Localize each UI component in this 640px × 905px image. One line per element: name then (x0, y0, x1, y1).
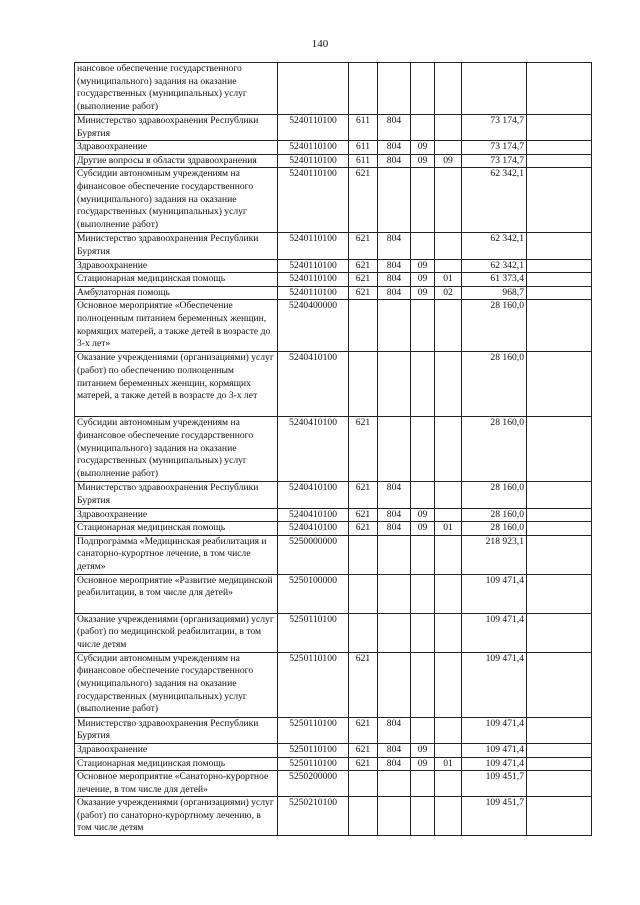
subsection-cell (435, 63, 462, 115)
ministry-code-cell (378, 574, 411, 613)
target-article-cell: 5240400000 (278, 300, 349, 352)
section-cell (411, 717, 435, 743)
row-name-cell: Основное мероприятие «Развитие медицинской реабилитации, в том числе для детей» (75, 574, 278, 613)
expense-type-cell: 621 (349, 717, 378, 743)
amount-cell: 109 471,4 (462, 717, 527, 743)
expense-type-cell (349, 771, 378, 797)
ministry-code-cell: 804 (378, 522, 411, 536)
ministry-code-cell: 804 (378, 273, 411, 287)
subsection-cell (435, 652, 462, 717)
subsection-cell (435, 259, 462, 273)
ministry-code-cell: 804 (378, 743, 411, 757)
expense-type-cell: 621 (349, 273, 378, 287)
subsection-cell (435, 115, 462, 141)
target-article-cell: 5250200000 (278, 771, 349, 797)
target-article-cell: 5240410100 (278, 508, 349, 522)
target-article-cell: 5240110100 (278, 233, 349, 259)
row-name-cell: Оказание учреждениями (организациями) услуг (работ) по медицинской реабилитации, в том числе детям (75, 613, 278, 652)
extra-cell (527, 286, 592, 300)
section-cell: 09 (411, 743, 435, 757)
table-row (75, 757, 592, 771)
ministry-code-cell: 804 (378, 259, 411, 273)
extra-cell (527, 508, 592, 522)
section-cell: 09 (411, 508, 435, 522)
expense-type-cell: 621 (349, 508, 378, 522)
expense-type-cell: 621 (349, 417, 378, 482)
row-name-cell: Субсидии автономным учреждениям на финансовое обеспечение государственного (муниципального) задания на оказание государственных (муниципальных) услуг (выполнение работ) (75, 168, 278, 233)
amount-cell (462, 63, 527, 115)
table-row (75, 115, 592, 141)
table-row (75, 286, 592, 300)
target-article-cell: 5240410100 (278, 522, 349, 536)
table-body (75, 63, 592, 836)
expense-type-cell: 611 (349, 154, 378, 168)
row-name-cell: Подпрограмма «Медицинская реабилитация и санаторно-курортное лечение, в том числе детям» (75, 535, 278, 574)
target-article-cell: 5240110100 (278, 286, 349, 300)
section-cell (411, 652, 435, 717)
expense-type-cell (349, 797, 378, 836)
section-cell: 09 (411, 259, 435, 273)
extra-cell (527, 743, 592, 757)
extra-cell (527, 574, 592, 613)
table-row (75, 797, 592, 836)
amount-cell: 28 160,0 (462, 352, 527, 417)
section-cell: 09 (411, 286, 435, 300)
amount-cell: 73 174,7 (462, 115, 527, 141)
row-name-cell: Стационарная медицинская помощь (75, 273, 278, 287)
amount-cell: 28 160,0 (462, 300, 527, 352)
expense-type-cell: 621 (349, 522, 378, 536)
target-article-cell: 5250210100 (278, 797, 349, 836)
expense-type-cell: 611 (349, 141, 378, 155)
extra-cell (527, 522, 592, 536)
target-article-cell: 5250110100 (278, 743, 349, 757)
extra-cell (527, 141, 592, 155)
row-name-cell: Министерство здравоохранения Республики Бурятия (75, 233, 278, 259)
section-cell (411, 613, 435, 652)
table-row (75, 535, 592, 574)
subsection-cell (435, 771, 462, 797)
subsection-cell (435, 574, 462, 613)
target-article-cell: 5240110100 (278, 141, 349, 155)
target-article-cell: 5240110100 (278, 154, 349, 168)
amount-cell: 62 342,1 (462, 259, 527, 273)
subsection-cell (435, 508, 462, 522)
extra-cell (527, 300, 592, 352)
section-cell: 09 (411, 522, 435, 536)
row-name-cell: Министерство здравоохранения Республики Бурятия (75, 115, 278, 141)
amount-cell: 109 451,7 (462, 771, 527, 797)
ministry-code-cell (378, 613, 411, 652)
section-cell: 09 (411, 141, 435, 155)
row-name-cell: Здравоохранение (75, 508, 278, 522)
subsection-cell (435, 168, 462, 233)
table-row (75, 233, 592, 259)
row-name-cell: Здравоохранение (75, 141, 278, 155)
target-article-cell (278, 63, 349, 115)
section-cell (411, 63, 435, 115)
section-cell (411, 574, 435, 613)
row-name-cell: Оказание учреждениями (организациями) услуг (работ) по обеспечению полноценным питанием беременных женщин, кормящих матерей, а также детей в возрасте до 3-х лет (75, 352, 278, 417)
subsection-cell (435, 233, 462, 259)
extra-cell (527, 63, 592, 115)
table-row (75, 300, 592, 352)
row-name-cell: Министерство здравоохранения Республики Бурятия (75, 717, 278, 743)
row-name-cell: Здравоохранение (75, 259, 278, 273)
section-cell (411, 482, 435, 508)
target-article-cell: 5240410100 (278, 482, 349, 508)
amount-cell: 109 451,7 (462, 797, 527, 836)
target-article-cell: 5250100000 (278, 574, 349, 613)
expense-type-cell: 611 (349, 115, 378, 141)
amount-cell: 109 471,4 (462, 652, 527, 717)
extra-cell (527, 273, 592, 287)
target-article-cell: 5240110100 (278, 259, 349, 273)
expense-type-cell: 621 (349, 743, 378, 757)
subsection-cell: 01 (435, 522, 462, 536)
amount-cell: 109 471,4 (462, 743, 527, 757)
table-row (75, 717, 592, 743)
expense-type-cell: 621 (349, 286, 378, 300)
amount-cell: 28 160,0 (462, 482, 527, 508)
table-row (75, 273, 592, 287)
table-row (75, 574, 592, 613)
subsection-cell (435, 352, 462, 417)
target-article-cell: 5250110100 (278, 717, 349, 743)
table-row (75, 613, 592, 652)
extra-cell (527, 613, 592, 652)
ministry-code-cell: 804 (378, 233, 411, 259)
subsection-cell (435, 482, 462, 508)
ministry-code-cell: 804 (378, 482, 411, 508)
amount-cell: 61 373,4 (462, 273, 527, 287)
table-row (75, 508, 592, 522)
row-name-cell: Основное мероприятие «Санаторно-курортное лечение, в том числе для детей» (75, 771, 278, 797)
expense-type-cell (349, 535, 378, 574)
table-row (75, 417, 592, 482)
amount-cell: 109 471,4 (462, 574, 527, 613)
row-name-cell: Другие вопросы в области здравоохранения (75, 154, 278, 168)
expense-type-cell (349, 574, 378, 613)
table-row (75, 141, 592, 155)
subsection-cell: 02 (435, 286, 462, 300)
expense-type-cell (349, 300, 378, 352)
row-name-cell: Субсидии автономным учреждениям на финансовое обеспечение государственного (муниципального) задания на оказание государственных (муниципальных) услуг (выполнение работ) (75, 417, 278, 482)
subsection-cell (435, 797, 462, 836)
amount-cell: 109 471,4 (462, 613, 527, 652)
expense-type-cell: 621 (349, 233, 378, 259)
amount-cell: 62 342,1 (462, 168, 527, 233)
ministry-code-cell (378, 300, 411, 352)
ministry-code-cell (378, 168, 411, 233)
table-row (75, 63, 592, 115)
ministry-code-cell: 804 (378, 757, 411, 771)
extra-cell (527, 352, 592, 417)
subsection-cell (435, 717, 462, 743)
subsection-cell: 09 (435, 154, 462, 168)
ministry-code-cell: 804 (378, 508, 411, 522)
row-name-cell: нансовое обеспечение государственного (муниципального) задания на оказание государственных (муниципальных) услуг (выполнение работ) (75, 63, 278, 115)
section-cell (411, 233, 435, 259)
subsection-cell: 01 (435, 273, 462, 287)
ministry-code-cell: 804 (378, 141, 411, 155)
ministry-code-cell (378, 352, 411, 417)
target-article-cell: 5240410100 (278, 352, 349, 417)
row-name-cell: Основное мероприятие «Обеспечение полноценным питанием беременных женщин, кормящих матерей, а также детей в возрасте до 3-х лет» (75, 300, 278, 352)
row-name-cell: Субсидии автономным учреждениям на финансовое обеспечение государственного (муниципального) задания на оказание государственных (муниципальных) услуг (выполнение работ) (75, 652, 278, 717)
extra-cell (527, 771, 592, 797)
extra-cell (527, 233, 592, 259)
expense-type-cell (349, 352, 378, 417)
target-article-cell: 5250110100 (278, 613, 349, 652)
ministry-code-cell: 804 (378, 717, 411, 743)
expense-type-cell (349, 63, 378, 115)
extra-cell (527, 154, 592, 168)
target-article-cell: 5240410100 (278, 417, 349, 482)
subsection-cell (435, 141, 462, 155)
ministry-code-cell (378, 797, 411, 836)
table-row (75, 154, 592, 168)
extra-cell (527, 168, 592, 233)
extra-cell (527, 535, 592, 574)
subsection-cell (435, 300, 462, 352)
amount-cell: 28 160,0 (462, 417, 527, 482)
row-name-cell: Стационарная медицинская помощь (75, 757, 278, 771)
amount-cell: 73 174,7 (462, 154, 527, 168)
target-article-cell: 5250110100 (278, 757, 349, 771)
ministry-code-cell (378, 63, 411, 115)
amount-cell: 28 160,0 (462, 508, 527, 522)
expense-type-cell: 621 (349, 168, 378, 233)
ministry-code-cell: 804 (378, 154, 411, 168)
row-name-cell: Амбулаторная помощь (75, 286, 278, 300)
subsection-cell (435, 417, 462, 482)
section-cell (411, 797, 435, 836)
ministry-code-cell: 804 (378, 286, 411, 300)
amount-cell: 62 342,1 (462, 233, 527, 259)
extra-cell (527, 797, 592, 836)
expense-type-cell: 621 (349, 652, 378, 717)
target-article-cell: 5240110100 (278, 168, 349, 233)
ministry-code-cell (378, 652, 411, 717)
subsection-cell (435, 743, 462, 757)
extra-cell (527, 259, 592, 273)
target-article-cell: 5250110100 (278, 652, 349, 717)
section-cell (411, 535, 435, 574)
subsection-cell (435, 613, 462, 652)
expense-type-cell: 621 (349, 482, 378, 508)
row-name-cell: Здравоохранение (75, 743, 278, 757)
budget-table (74, 62, 592, 836)
section-cell (411, 115, 435, 141)
extra-cell (527, 652, 592, 717)
table-row (75, 743, 592, 757)
ministry-code-cell: 804 (378, 115, 411, 141)
section-cell: 09 (411, 757, 435, 771)
table-row (75, 352, 592, 417)
table-row (75, 771, 592, 797)
table-row (75, 259, 592, 273)
expense-type-cell: 621 (349, 259, 378, 273)
section-cell (411, 352, 435, 417)
table-row (75, 482, 592, 508)
target-article-cell: 5240110100 (278, 273, 349, 287)
extra-cell (527, 417, 592, 482)
amount-cell: 109 471,4 (462, 757, 527, 771)
table-row (75, 522, 592, 536)
section-cell (411, 300, 435, 352)
amount-cell: 968,7 (462, 286, 527, 300)
target-article-cell: 5240110100 (278, 115, 349, 141)
extra-cell (527, 717, 592, 743)
subsection-cell: 01 (435, 757, 462, 771)
section-cell (411, 771, 435, 797)
amount-cell: 218 923,1 (462, 535, 527, 574)
expense-type-cell: 621 (349, 757, 378, 771)
page-number: 140 (311, 38, 329, 50)
ministry-code-cell (378, 535, 411, 574)
section-cell: 09 (411, 273, 435, 287)
row-name-cell: Стационарная медицинская помощь (75, 522, 278, 536)
section-cell (411, 417, 435, 482)
extra-cell (527, 115, 592, 141)
amount-cell: 73 174,7 (462, 141, 527, 155)
expense-type-cell (349, 613, 378, 652)
row-name-cell: Оказание учреждениями (организациями) услуг (работ) по санаторно-курортному лечению, в том числе детям (75, 797, 278, 836)
subsection-cell (435, 535, 462, 574)
target-article-cell: 5250000000 (278, 535, 349, 574)
extra-cell (527, 757, 592, 771)
section-cell: 09 (411, 154, 435, 168)
row-name-cell: Министерство здравоохранения Республики Бурятия (75, 482, 278, 508)
ministry-code-cell (378, 417, 411, 482)
amount-cell: 28 160,0 (462, 522, 527, 536)
table-row (75, 168, 592, 233)
table-row (75, 652, 592, 717)
extra-cell (527, 482, 592, 508)
ministry-code-cell (378, 771, 411, 797)
section-cell (411, 168, 435, 233)
